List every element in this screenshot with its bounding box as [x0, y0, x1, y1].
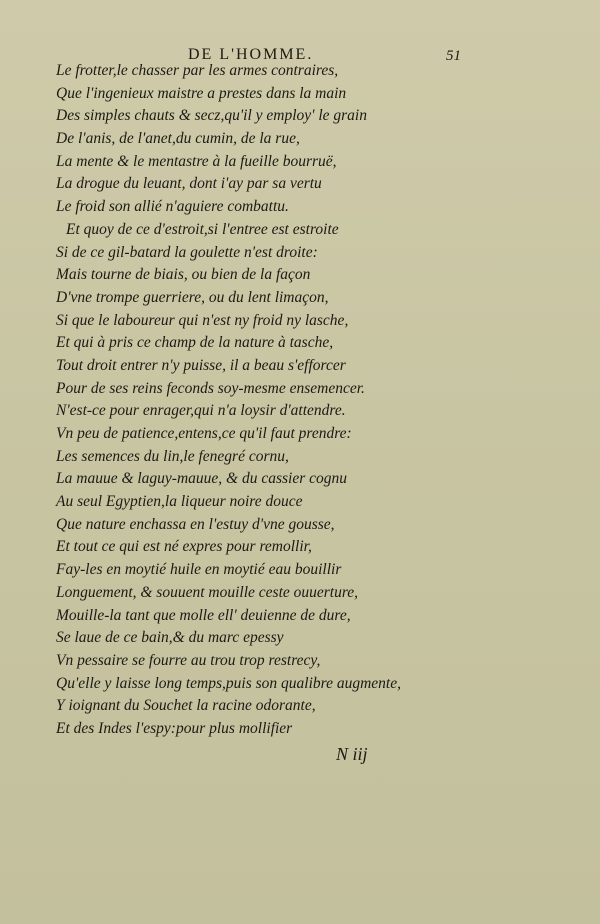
running-header-title: DE L'HOMME. — [188, 46, 314, 63]
verse-block — [56, 60, 416, 741]
verse-line: N'est-ce pour enrager,qui n'a loysir d'attendre. — [56, 402, 346, 420]
verse-line: Des simples chauts & secz,qu'il y employ' le grain — [56, 107, 367, 125]
verse-line: Pour de ses reins feconds soy-mesme ensemencer. — [56, 379, 365, 397]
verse-line: Et quoy de ce d'estroit,si l'entree est estroite — [66, 220, 339, 238]
verse-line: Mais tourne de biais, ou bien de la façon — [56, 266, 311, 284]
verse-line: Le froid son allié n'aguiere combattu. — [56, 198, 289, 216]
verse-line: La mente & le mentastre à la fueille bourruë, — [56, 152, 337, 170]
verse-line: Mouille-la tant que molle ell' deuienne de dure, — [56, 606, 351, 624]
verse-line: Y ioignant du Souchet la racine odorante, — [56, 697, 316, 715]
verse-line: Que nature enchassa en l'estuy d'vne gousse, — [56, 515, 335, 533]
verse-line: Les semences du lin,le fenegré cornu, — [56, 447, 289, 465]
verse-line: Le frotter,le chasser par les armes contraires, — [56, 62, 339, 79]
verse-line: Longuement, & souuent mouille ceste ouuerture, — [56, 583, 359, 601]
verse-line: Tout droit entrer n'y puisse, il a beau s'efforcer — [56, 356, 346, 374]
verse-line: La drogue du leuant, dont i'ay par sa vertu — [56, 175, 322, 193]
verse-line: Et des Indes l'espy:pour plus mollifier — [56, 719, 293, 737]
verse-line: Qu'elle y laisse long temps,puis son qualibre augmente, — [56, 674, 401, 692]
verse-line: Au seul Egyptien,la liqueur noire douce — [56, 493, 303, 511]
page-number: 51 — [446, 48, 461, 64]
verse-line: D'vne trompe guerriere, ou du lent limaçon, — [56, 288, 329, 306]
verse-line: De l'anis, de l'anet,du cumin, de la rue, — [56, 130, 300, 148]
signature-mark: N iij — [336, 744, 368, 764]
verse-line: Que l'ingenieux maistre a prestes dans la main — [56, 84, 347, 102]
verse-line: Si de ce gil-batard la goulette n'est droite: — [56, 243, 318, 261]
verse-line: Si que le laboureur qui n'est ny froid ny lasche, — [56, 311, 349, 329]
verse-line: Vn peu de patience,entens,ce qu'il faut prendre: — [56, 425, 352, 442]
verse-line: Vn pessaire se fourre au trou trop restrecy, — [56, 651, 321, 669]
verse-line: La mauue & laguy-mauue, & du cassier cognu — [56, 470, 348, 488]
verse-line: Fay-les en moytié huile en moytié eau bouillir — [56, 561, 342, 579]
verse-line: Se laue de ce bain,& du marc epessy — [56, 629, 284, 647]
verse-line: Et qui à pris ce champ de la nature à tasche, — [56, 334, 334, 352]
verse-line: Et tout ce qui est né expres pour remollir, — [56, 538, 312, 556]
